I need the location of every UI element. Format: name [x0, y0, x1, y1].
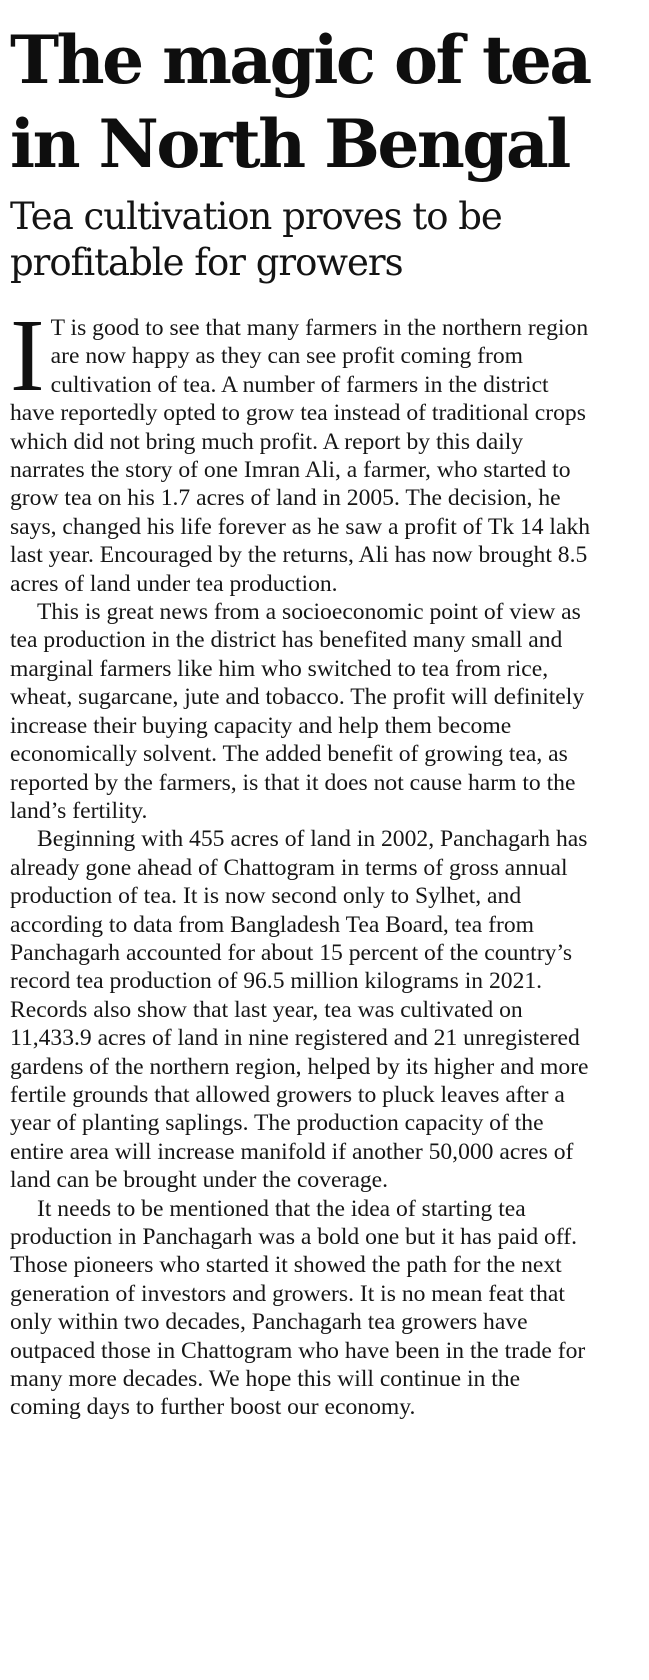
subheadline-line-2: profitable for growers: [10, 241, 403, 284]
drop-cap: I: [10, 298, 45, 413]
article-body: [10, 298, 594, 1422]
headline-line-2: in North Bengal: [10, 105, 569, 183]
paragraph-1: [10, 298, 594, 598]
paragraph-3: Beginning with 455 acres of land in 2002, Panchagarh has already gone ahead of Chattogram in terms of gross annual production of tea. It is now second only to Sylhet, and according to data from Bangladesh Tea Board, tea from Panchagarh accounted for about 15 percent of the country’s record tea production of 96.5 million kilograms in 2021. Records also show that last year, tea was cultivated on 11,433.9 acres of land in nine registered and 21 unregistered gardens of the northern region, helped by its higher and more fertile grounds that allowed growers to pluck leaves after a year of planting saplings. The production capacity of the entire area will increase manifold if another 50,000 acres of land can be brought under the coverage.: [10, 826, 589, 1194]
subheadline-line-1: Tea cultivation proves to be: [10, 195, 502, 238]
paragraph-2: This is great news from a socioeconomic point of view as tea production in the district has benefited many small and marginal farmers like him who switched to tea from rice, wheat, sugarcane, jute and tobacco. The profit will definitely increase their buying capacity and help them become economically solvent. The added benefit of growing tea, as reported by the farmers, is that it does not cause harm to the land’s fertility.: [10, 599, 585, 824]
subheadline: [10, 194, 594, 286]
headline: [10, 18, 594, 186]
paragraph-4: It needs to be mentioned that the idea of starting tea production in Panchagarh was a bold one but it has paid off. Those pioneers who started it showed the path for the next generation of investors and growers. It is no mean feat that only within two decades, Panchagarh tea growers have outpaced those in Chattogram who have been in the trade for many more decades. We hope this will continue in the coming days to further boost our economy.: [10, 1195, 586, 1421]
paragraph-1-text: T is good to see that many farmers in the northern region are now happy as they can see profit coming from cultivation of tea. A number of farmers in the district have reportedly opted to grow tea instead of traditional crops which did not bring much profit. A report by this daily narrates the story of one Imran Ali, a farmer, who started to grow tea on his 1.7 acres of land in 2005. The decision, he says, changed his life forever as he saw a profit of Tk 14 lakh last year. Encouraged by the returns, Ali has now brought 8.5 acres of land under tea production.: [10, 315, 591, 597]
editorial-article: [10, 18, 594, 1422]
headline-line-1: The magic of tea: [10, 21, 590, 99]
